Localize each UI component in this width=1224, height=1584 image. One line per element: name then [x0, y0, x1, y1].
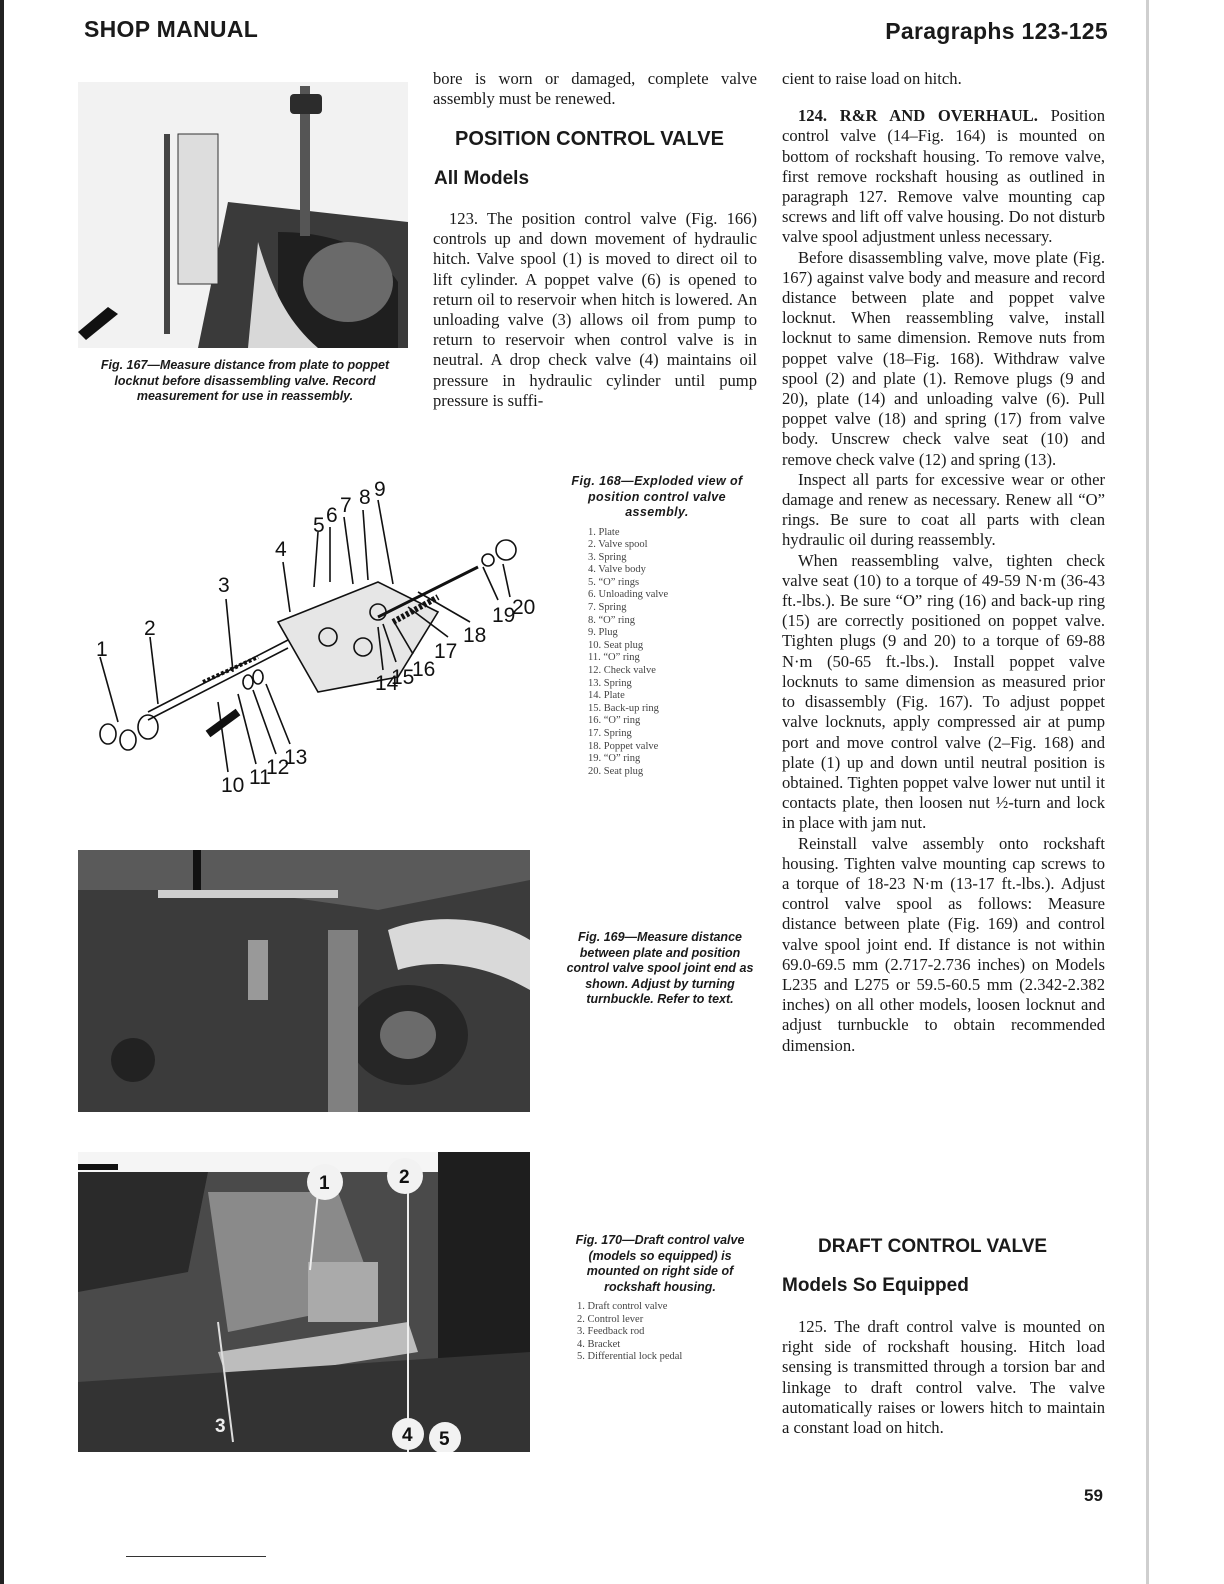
- legend-item: 9. Plug: [588, 627, 618, 639]
- para-124-d: When reassembling valve, tighten check valve seat (10) to a torque of 49-59 N·m (36-43 ft.-lbs.). Be sure “O” ring (16) and back-up ring (15) are correctly positioned on poppet valve. Tighten plugs (9 and 20) to a torque of 69-88 N·m (50-65 ft.-lbs.). Install poppet valve locknuts to same dimension as measured prior to disassembly (Fig. 167). To adjust poppet valve locknuts, apply compressed air at pump port and move control valve (2–Fig. 168) and plate (1) up and down until neutral position is obtained. Tighten poppet valve lower nut until it contacts plate, then loosen nut ½-turn and lock in place with jam nut.: [782, 550, 1105, 833]
- fig168-caption: Fig. 168—Exploded view of position control valve assembly.: [571, 474, 743, 519]
- running-head-left: SHOP MANUAL: [84, 16, 259, 42]
- para-124-a: Position control valve (14–Fig. 164) is mounted on bottom of rockshaft housing. To remove valve, first remove rockshaft housing as outlined in paragraph 127. Remove valve mounting cap screws and lift off valve housing. Do not disturb valve spool adjustment unless necessary.: [782, 106, 1105, 247]
- fig168-label-10: 10: [221, 774, 245, 797]
- fig168-label-1: 1: [96, 638, 108, 661]
- page-edge: [1146, 0, 1149, 1584]
- footer-rule: [126, 1556, 266, 1557]
- legend-item: 10. Seat plug: [588, 639, 644, 651]
- page-number: 59: [1084, 1486, 1103, 1505]
- legend-item: 4. Bracket: [577, 1338, 621, 1350]
- draft-control-heading: DRAFT CONTROL VALVE: [818, 1236, 1048, 1257]
- models-so-equipped-subheading: Models So Equipped: [782, 1275, 969, 1296]
- legend-item: 20. Seat plug: [588, 765, 644, 777]
- fig167-photo: [78, 82, 408, 348]
- fig168-label-6: 6: [326, 504, 338, 527]
- legend-item: 4. Valve body: [588, 564, 646, 576]
- legend-item: 11. “O” ring: [588, 652, 640, 664]
- fig169-caption: Fig. 169—Measure distance between plate and position control valve spool joint end as shown. Adjust by turning turnbuckle. Refer to text.: [566, 930, 754, 1006]
- legend-item: 5. “O” rings: [588, 576, 640, 588]
- fig168-caption-block: [560, 474, 754, 778]
- para-123: 123. The position control valve (Fig. 166) controls up and down movement of hydraulic hitch. Valve spool (1) is moved to direct oil to lift cylinder. A poppet valve (6) is opened to return oil to reservoir when hitch is lowered. An unloading valve (3) allows oil from pump to return to reservoir when control valve is in neutral. A drop check valve (4) maintains oil pressure in hydraulic cylinder until pump pressure is suffi-: [433, 209, 757, 410]
- legend-item: 14. Plate: [588, 690, 625, 702]
- fig168-label-18: 18: [463, 624, 487, 647]
- legend-item: 1. Draft control valve: [577, 1301, 668, 1312]
- fig168-legend: [588, 527, 754, 779]
- para-124-intro: [782, 106, 1105, 247]
- legend-item: 5. Differential lock pedal: [577, 1351, 683, 1363]
- running-head-right: Paragraphs 123-125: [885, 18, 1108, 44]
- legend-item: 2. Control lever: [577, 1313, 644, 1325]
- binding-edge: [0, 0, 4, 1584]
- para-125: 125. The draft control valve is mounted on right side of rockshaft housing. Hitch load sensing is transmitted through a torsion bar and linkage to draft control valve. The valve automatically raises or lowers hitch to maintain a constant load on hitch.: [782, 1317, 1105, 1438]
- para-124-e: Reinstall valve assembly onto rockshaft housing. Tighten valve mounting cap screws to a torque of 18-23 N·m (13-17 ft.-lbs.). Adjust control valve spool as follows: Measure distance between plate (Fig. 169) and control valve spool joint end. If distance is not within 69.0-69.5 mm (2.717-2.736 inches) on Models L235 and L275 or 59.5-60.5 mm (2.342-2.382 inches) on all other models, loosen locknut and adjust turnbuckle to obtain recommended dimension.: [782, 833, 1105, 1055]
- fig168-drawing: [78, 472, 538, 802]
- fig168-label-2: 2: [144, 617, 156, 640]
- legend-item: 19. “O” ring: [588, 753, 641, 765]
- fig170-caption-block: [563, 1233, 757, 1364]
- col3-continuation: cient to raise load on hitch.: [782, 69, 962, 88]
- legend-item: 7. Spring: [588, 602, 627, 614]
- col3-text: [782, 69, 1105, 1056]
- legend-item: 18. Poppet valve: [588, 740, 659, 752]
- fig168-label-19: 19: [492, 604, 516, 627]
- legend-item: 16. “O” ring: [588, 715, 641, 727]
- fig168-label-3: 3: [218, 574, 230, 597]
- legend-item: 13. Spring: [588, 677, 632, 689]
- fig168-label-5: 5: [313, 514, 325, 537]
- legend-item: 15. Back-up ring: [588, 702, 659, 714]
- fig168-label-14: 14: [375, 672, 399, 695]
- fig168-label-16: 16: [412, 658, 436, 681]
- fig170-callout-3: 3: [215, 1416, 226, 1437]
- legend-item: 8. “O” ring: [588, 614, 635, 626]
- fig168-label-20: 20: [512, 596, 536, 619]
- fig170-callout-4: 4: [402, 1425, 413, 1446]
- fig168-label-17: 17: [434, 640, 458, 663]
- fig168-label-7: 7: [340, 494, 352, 517]
- fig170-photo: [78, 1152, 530, 1452]
- para-124-b: Before disassembling valve, move plate (Fig. 167) against valve body and measure and record distance between plate and poppet valve locknut. When reassembling valve, install locknut to same dimension. Remove nuts from poppet valve (18–Fig. 168). Withdraw valve spool (2) and plate (1). Remove plugs (9 and 20), plate (14) and unloading valve (6). Pull poppet valve (18) and spring (17) from valve body. Unscrew check valve seat (10) and remove check valve (12) and spring (13).: [782, 247, 1105, 469]
- legend-item: 2. Valve spool: [588, 539, 648, 551]
- fig170-legend: [577, 1301, 757, 1364]
- fig170-callout-2: 2: [399, 1167, 410, 1188]
- para-124-c: Inspect all parts for excessive wear or other damage and renew as necessary. Renew all “O” rings. Be sure to coat all parts with clean hydraulic oil during reassembly.: [782, 469, 1105, 550]
- legend-item: 12. Check valve: [588, 665, 656, 677]
- para-124-lead: 124. R&R AND OVERHAUL.: [798, 106, 1038, 126]
- legend-item: 1. Plate: [588, 526, 620, 538]
- fig168-label-4: 4: [275, 538, 287, 561]
- fig168-label-12: 12: [266, 756, 290, 779]
- fig168-label-8: 8: [359, 486, 371, 509]
- legend-item: 3. Spring: [588, 551, 627, 563]
- legend-item: 17. Spring: [588, 728, 632, 739]
- position-control-heading: POSITION CONTROL VALVE: [455, 128, 724, 150]
- fig168-label-11: 11: [249, 766, 271, 789]
- col2-intro: bore is worn or damaged, complete valve assembly must be renewed.: [433, 69, 757, 109]
- fig168-label-13: 13: [284, 746, 308, 769]
- fig169-photo: [78, 850, 530, 1112]
- fig168-label-15: 15: [391, 666, 415, 689]
- fig168-label-9: 9: [374, 478, 386, 501]
- fig170-caption: Fig. 170—Draft control valve (models so equipped) is mounted on right side of rockshaft housing.: [575, 1233, 745, 1294]
- fig170-callout-5: 5: [439, 1429, 450, 1450]
- all-models-subheading: All Models: [434, 168, 530, 189]
- legend-item: 6. Unloading valve: [588, 589, 669, 601]
- fig167-caption: Fig. 167—Measure distance from plate to poppet locknut before disassembling valve. Record measurement for use in reassembly.: [100, 358, 390, 403]
- fig170-callout-1: 1: [319, 1173, 330, 1194]
- legend-item: 3. Feedback rod: [577, 1326, 645, 1338]
